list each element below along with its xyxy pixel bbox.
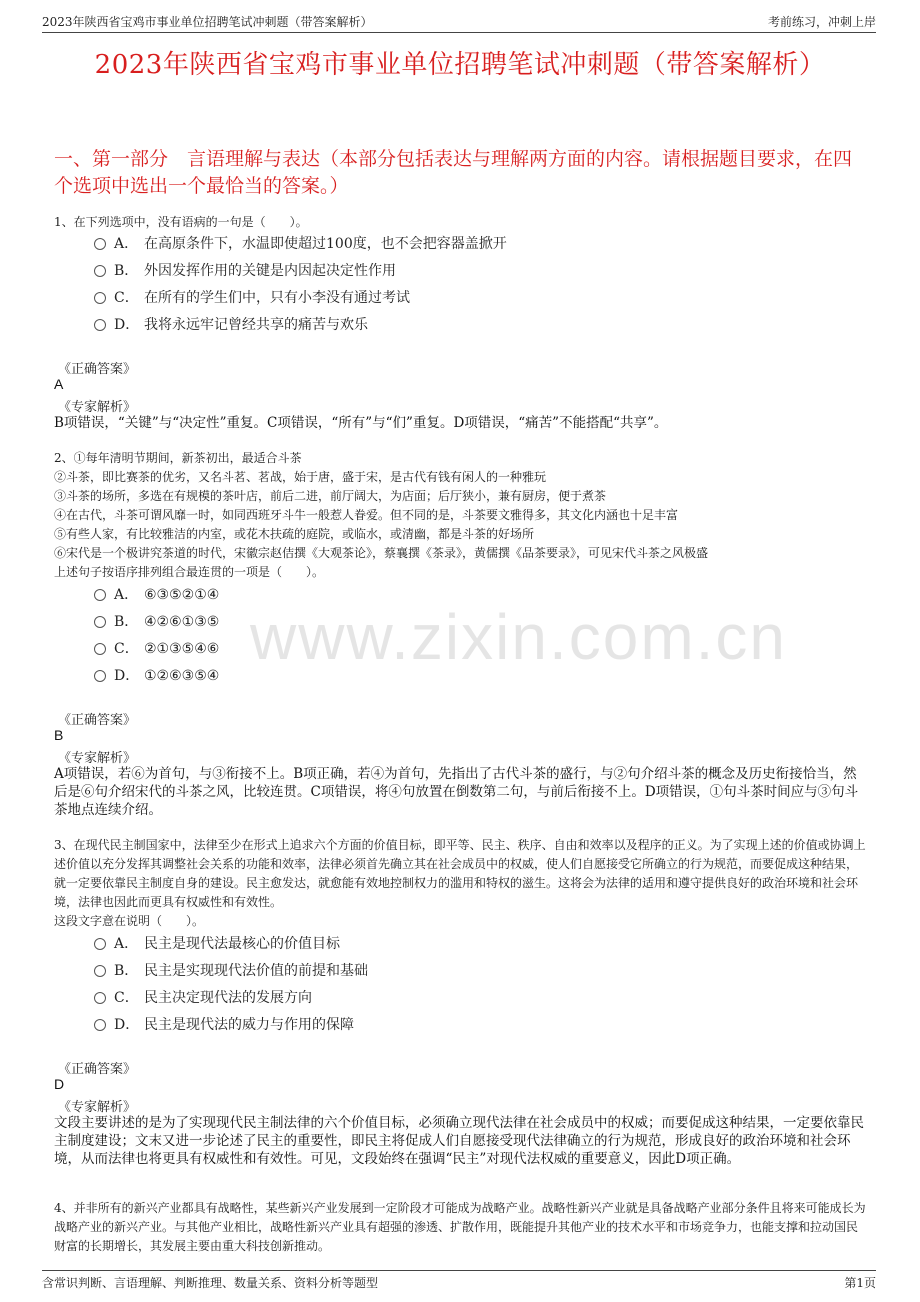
q3-option-c[interactable]: C． 民主决定现代法的发展方向 — [94, 988, 312, 1008]
q1-option-b[interactable]: B． 外因发挥作用的关键是内因起决定性作用 — [94, 261, 396, 281]
question-2-stem — [54, 449, 866, 582]
q3-option-d[interactable]: D． 民主是现代法的威力与作用的保障 — [94, 1015, 354, 1035]
radio-icon[interactable] — [94, 1019, 106, 1031]
q2-option-a[interactable]: A． ⑥③⑤②①④ — [94, 585, 219, 605]
q2-option-b[interactable]: B． ④②⑥①③⑤ — [94, 612, 219, 632]
q1-answer: A — [54, 376, 64, 392]
header-slogan: 考前练习，冲刺上岸 — [767, 15, 876, 29]
watermark: www.zixin.com.cn — [250, 601, 787, 673]
radio-icon[interactable] — [94, 265, 106, 277]
radio-icon[interactable] — [94, 616, 106, 628]
q2-line: ②斗茶，即比赛茶的优劣，又名斗茗、茗战，始于唐，盛于宋，是古代有钱有闲人的一种雅玩 — [54, 470, 547, 484]
q1-option-c[interactable]: C． 在所有的学生们中，只有小李没有通过考试 — [94, 288, 410, 308]
radio-icon[interactable] — [94, 238, 106, 250]
q2-line: ⑤有些人家，有比较雅洁的内室，或花木扶疏的庭院，或临水，或清幽，都是斗茶的好场所 — [54, 527, 535, 541]
answer-label: 《正确答案》 — [58, 362, 137, 377]
radio-icon[interactable] — [94, 992, 106, 1004]
q1-explanation: B项错误，“关键”与“决定性”重复。C项错误，“所有”与“们”重复。D项错误，“痛苦”不能搭配“共享”。 — [54, 415, 668, 431]
q2-explanation: A项错误，若⑥为首句，与③衔接不上。B项正确，若④为首句，先指出了古代斗茶的盛行，与②句介绍斗茶的概念及历史衔接恰当，然后是⑥句介绍宋代的斗茶之风，比较连贯。C项错误，将④句放置在倒数第二句，与前后衔接不上。D项错误，①句斗茶时间应与③句斗茶地点连续介绍。 — [54, 766, 859, 818]
q3-answer: D — [54, 1076, 65, 1092]
page-header — [42, 10, 876, 33]
q2-answer: B — [54, 727, 64, 743]
q2-option-c[interactable]: C． ②①③⑤④⑥ — [94, 639, 219, 659]
section-heading: 一、第一部分 言语理解与表达（本部分包括表达与理解两方面的内容。请根据题目要求，在四个选项中选出一个最恰当的答案。） — [54, 148, 853, 197]
footer-topics: 含常识判断、言语理解、判断推理、数量关系、资料分析等题型 — [42, 1276, 379, 1290]
q2-line: 2、①每年清明节期间，新茶初出，最适合斗茶 — [54, 451, 302, 465]
q1-option-d[interactable]: D． 我将永远牢记曾经共享的痛苦与欢乐 — [94, 315, 368, 335]
q2-line: ⑥宋代是一个极讲究茶道的时代，宋徽宗赵佶撰《大观茶论》，蔡襄撰《茶录》，黄儒撰《品茶要录》，可见宋代斗茶之风极盛 — [54, 546, 709, 560]
explain-label: 《专家解析》 — [58, 1100, 137, 1115]
explain-label: 《专家解析》 — [58, 400, 137, 415]
q2-line: ③斗茶的场所，多选在有规模的茶叶店，前后二进，前厅阔大，为店面；后厅狭小，兼有厨房，便于煮茶 — [54, 489, 607, 503]
radio-icon[interactable] — [94, 938, 106, 950]
q2-prompt: 上述句子按语序排列组合最连贯的一项是（ ）。 — [54, 565, 325, 579]
q3-option-b[interactable]: B． 民主是实现现代法价值的前提和基础 — [94, 961, 368, 981]
radio-icon[interactable] — [94, 965, 106, 977]
document-title: 2023年陕西省宝鸡市事业单位招聘笔试冲刺题（带答案解析） — [94, 50, 826, 80]
question-1-stem: 1、在下列选项中，没有语病的一句是（ ）。 — [54, 215, 308, 229]
answer-label: 《正确答案》 — [58, 1062, 137, 1077]
explain-label: 《专家解析》 — [58, 751, 137, 766]
radio-icon[interactable] — [94, 319, 106, 331]
q3-prompt: 这段文字意在说明（ ）。 — [54, 914, 205, 928]
radio-icon[interactable] — [94, 670, 106, 682]
q1-option-a[interactable]: A． 在高原条件下，水温即使超过100度，也不会把容器盖掀开 — [94, 234, 507, 254]
answer-label: 《正确答案》 — [58, 713, 137, 728]
q2-option-d[interactable]: D． ①②⑥③⑤④ — [94, 666, 219, 686]
radio-icon[interactable] — [94, 643, 106, 655]
page-footer — [42, 1270, 876, 1293]
radio-icon[interactable] — [94, 292, 106, 304]
q3-explanation: 文段主要讲述的是为了实现现代民主制法律的六个价值目标，必须确立现代法律在社会成员中的权威；而要促成这种结果，一定要依靠民主制度建设；文末又进一步论述了民主的重要性，即民主将促成人们自愿接受现代法律确立的行为规范，形成良好的政治环境和社会环境，从而法律也将更具有权威性和有效性。可见，文段始终在强调“民主”对现代法权威的重要意义，因此D项正确。 — [54, 1115, 864, 1167]
q2-line: ④在古代，斗茶可谓风靡一时，如同西班牙斗牛一般惹人眷爱。但不同的是，斗茶要文雅得多，其文化内涵也十足丰富 — [54, 508, 679, 522]
question-3-stem — [54, 836, 866, 931]
q3-option-a[interactable]: A． 民主是现代法最核心的价值目标 — [94, 934, 340, 954]
radio-icon[interactable] — [94, 589, 106, 601]
q3-passage: 3、在现代民主制国家中，法律至少在形式上追求六个方面的价值目标，即平等、民主、秩序、自由和效率以及程序的正义。为了实现上述的价值或协调上述价值以充分发挥其调整社会关系的功能和效率，法律必须首先确立其在社会成员中的权威，使人们自愿接受它所确立的行为规范，而要促成这种结果，就一定要依靠民主制度自身的建设。民主愈发达，就愈能有效地控制权力的滥用和特权的滋生。这将会为法律的适用和遵守提供良好的政治环境和社会环境，法律也因此而更具有权威性和有效性。 — [54, 838, 866, 909]
header-doc-title: 2023年陕西省宝鸡市事业单位招聘笔试冲刺题（带答案解析） — [42, 15, 373, 29]
question-4-stem: 4、并非所有的新兴产业都具有战略性，某些新兴产业发展到一定阶段才可能成为战略产业。战略性新兴产业就是具备战略产业部分条件且将来可能成长为战略产业的新兴产业。与其他产业相比，战略性新兴产业具有超强的渗透、扩散作用，既能提升其他产业的技术水平和市场竞争力，也能支撑和拉动国民财富的长期增长，其发展主要由重大科技创新推动。 — [54, 1201, 866, 1253]
page-number: 第1页 — [844, 1276, 876, 1290]
